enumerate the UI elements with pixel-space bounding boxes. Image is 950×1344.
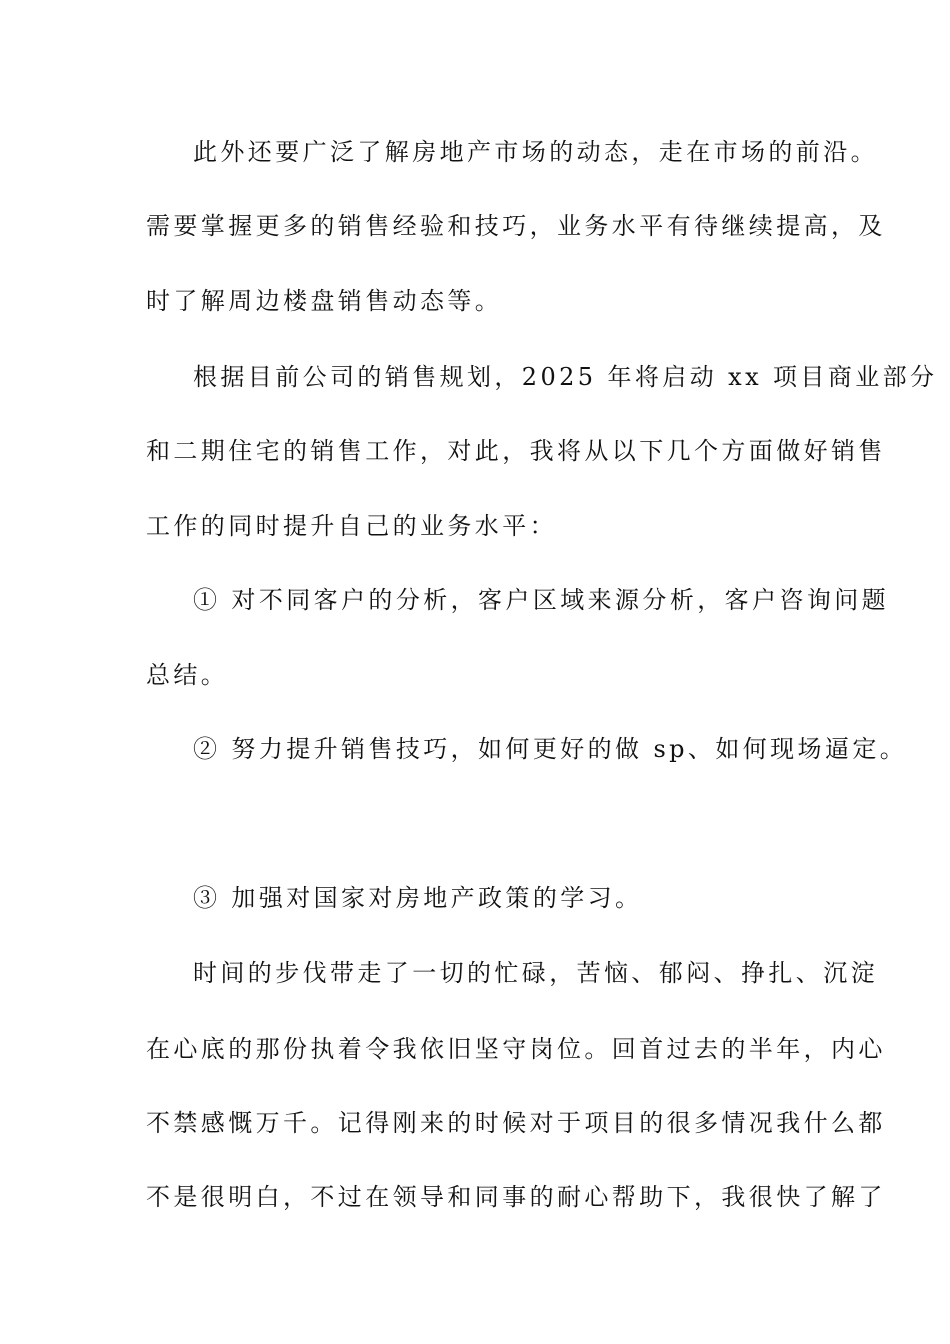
paragraph-2-line-2: 和二期住宅的销售工作，对此，我将从以下几个方面做好销售 <box>146 437 886 465</box>
list-item-3: ③ 加强对国家对房地产政策的学习。 <box>193 884 643 912</box>
list-item-2: ② 努力提升销售技巧，如何更好的做 sp、如何现场逼定。 <box>193 735 908 763</box>
paragraph-3-line-4: 不是很明白，不过在领导和同事的耐心帮助下，我很快了解了 <box>146 1183 886 1211</box>
paragraph-1-line-1: 此外还要广泛了解房地产市场的动态，走在市场的前沿。 <box>193 138 878 166</box>
paragraph-3-line-3: 不禁感慨万千。记得刚来的时候对于项目的很多情况我什么都 <box>146 1109 886 1137</box>
paragraph-2-line-1: 根据目前公司的销售规划，2025 年将启动 xx 项目商业部分 <box>193 363 938 391</box>
paragraph-3-line-1: 时间的步伐带走了一切的忙碌，苦恼、郁闷、挣扎、沉淀 <box>193 959 878 987</box>
list-item-1-line-1: ① 对不同客户的分析，客户区域来源分析，客户咨询问题 <box>193 586 890 614</box>
list-item-1-line-2: 总结。 <box>146 661 229 689</box>
paragraph-3-line-2: 在心底的那份执着令我依旧坚守岗位。回首过去的半年，内心 <box>146 1035 886 1063</box>
paragraph-1-line-3: 时了解周边楼盘销售动态等。 <box>146 287 503 315</box>
paragraph-1-line-2: 需要掌握更多的销售经验和技巧，业务水平有待继续提高，及 <box>146 212 886 240</box>
paragraph-2-line-3: 工作的同时提升自己的业务水平： <box>146 512 557 540</box>
